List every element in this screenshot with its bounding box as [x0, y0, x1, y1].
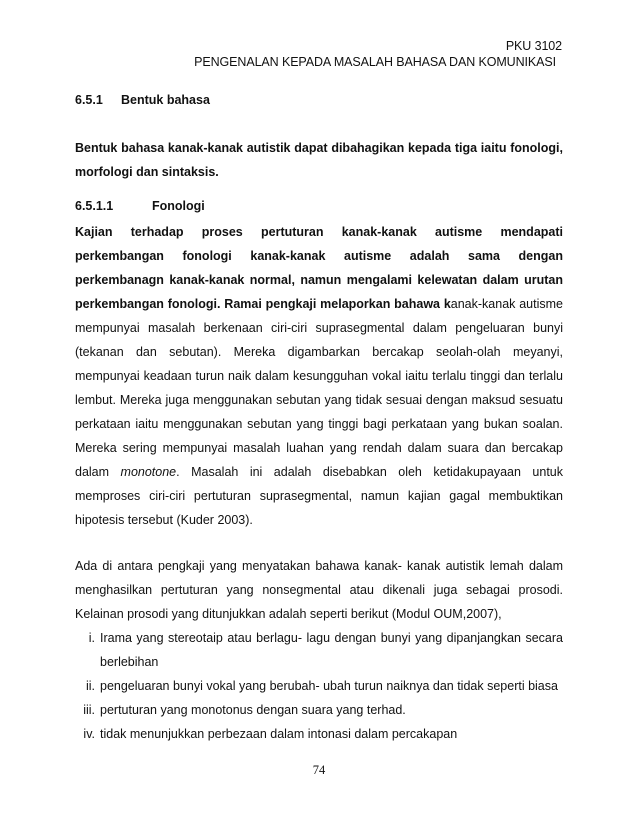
prosodi-list — [75, 626, 563, 746]
list-item — [75, 626, 563, 674]
list-marker: i. — [88, 631, 95, 645]
fonologi-text-1: anak-kanak autisme mempunyai masalah berkenaan ciri-ciri suprasegmental dalam pengeluaran bunyi (tekanan dan sebutan). Mereka digambarkan bercakap seolah-olah meyanyi, mempunyai keadaan turun naik dalam kesungguhan vokal iaitu terlalu tinggi dan terlalu lembut. Mereka juga menggunakan sebutan yang tidak sesuai dengan maksud sesuatu perkataan iaitu menggunakan sebutan yang tinggi bagi perkataan yang bukan soalan. Mereka sering mempunyai masalah luahan yang rendah dalam suara dan bercakap dalam — [75, 297, 563, 479]
list-marker: iii. — [83, 703, 95, 717]
fonologi-bold-text: Kajian terhadap proses pertuturan kanak-kanak autisme mendapati perkembangan fonologi kanak-kanak autisme adalah sama dengan perkembanagn kanak-kanak normal, namun mengalami kelewatan dalam urutan perkembangan fonologi. Ramai pengkaji melaporkan bahawa k — [75, 225, 563, 311]
page-number: 74 — [312, 763, 326, 777]
fonologi-paragraph — [75, 220, 563, 532]
fonologi-text-2: . Masalah ini adalah disebabkan oleh ketidakupayaan untuk memproses ciri-ciri pertuturan suprasegmental, namun kajian gagal membuktikan hipotesis tersebut (Kuder 2003). — [75, 465, 563, 527]
list-marker: ii. — [85, 679, 95, 693]
list-item-text: pertuturan yang monotonus dengan suara yang terhad. — [100, 703, 406, 717]
course-code: PKU 3102 — [505, 39, 562, 53]
section-heading — [75, 92, 563, 108]
subsection-title: Fonologi — [152, 199, 205, 213]
fonologi-italic-term: monotone — [120, 465, 177, 479]
course-title: PENGENALAN KEPADA MASALAH BAHASA DAN KOMUNIKASI — [194, 55, 556, 69]
list-item-text: tidak menunjukkan perbezaan dalam intonasi dalam percakapan — [100, 727, 458, 741]
section-title: Bentuk bahasa — [121, 93, 210, 107]
section-number: 6.5.1 — [75, 93, 103, 107]
list-item-text: Irama yang stereotaip atau berlagu- lagu dengan bunyi yang dipanjangkan secara berlebihan — [100, 631, 563, 669]
page-header — [194, 38, 562, 70]
subsection-number: 6.5.1.1 — [75, 199, 114, 213]
list-item — [75, 722, 563, 746]
subsection-heading — [75, 198, 563, 214]
page-content — [75, 92, 563, 746]
list-item — [75, 674, 563, 698]
list-item-text: pengeluaran bunyi vokal yang berubah- ubah turun naiknya dan tidak seperti biasa — [100, 679, 558, 693]
list-marker: iv. — [83, 727, 95, 741]
prosodi-paragraph: Ada di antara pengkaji yang menyatakan bahawa kanak- kanak autistik lemah dalam menghasilkan pertuturan yang nonsegmental atau dikenali juga sebagai prosodi. Kelainan prosodi yang ditunjukkan adalah seperti berikut (Modul OUM,2007), — [75, 559, 563, 621]
intro-paragraph: Bentuk bahasa kanak-kanak autistik dapat dibahagikan kepada tiga iaitu fonologi, morfologi dan sintaksis. — [75, 141, 563, 179]
list-item — [75, 698, 563, 722]
